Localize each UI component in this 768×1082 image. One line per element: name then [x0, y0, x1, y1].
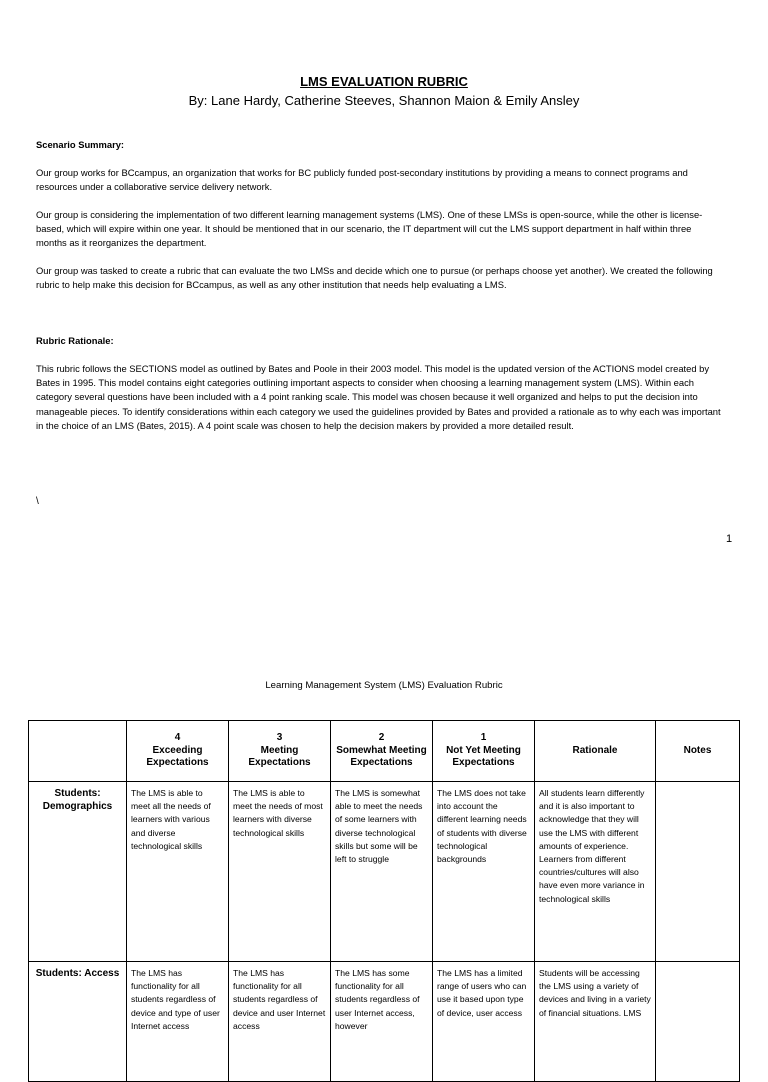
- header-level-4-number: 4: [174, 731, 181, 743]
- cell-level-2: The LMS is somewhat able to meet the needs of some learners with diverse technological skills but some will be left to struggle: [331, 782, 433, 962]
- header-level-4: [127, 721, 229, 782]
- cell-level-3: The LMS has functionality for all students regardless of device and user Internet access: [229, 962, 331, 1082]
- scenario-heading: Scenario Summary:: [36, 139, 125, 150]
- scenario-paragraph-3: Our group was tasked to create a rubric that can evaluate the two LMSs and decide which one to pursue (or perhaps choose yet another). We created the following rubric to help make this decision for BCcampus, as well as any other institution that needs help evaluating a LMS.: [36, 265, 713, 291]
- cell-rationale: All students learn differently and it is also important to acknowledge that they will use the LMS with different amounts of experience. Learners from different countries/cultures will also have even more variance in technological skills: [535, 782, 656, 962]
- header-level-1: [433, 721, 535, 782]
- header-level-1-label: Not Yet Meeting Expectations: [446, 744, 521, 769]
- cell-level-1: The LMS does not take into account the different learning needs of students with diverse technological backgrounds: [433, 782, 535, 962]
- row-category: Students: Demographics: [29, 782, 127, 962]
- header-level-3-label: Meeting Expectations: [248, 744, 311, 769]
- header-level-3: [229, 721, 331, 782]
- header-level-4-label: Exceeding Expectations: [146, 744, 209, 769]
- stray-backslash: \: [36, 496, 39, 507]
- cell-level-1: The LMS has a limited range of users who can use it based upon type of device, user access: [433, 962, 535, 1082]
- rationale-heading: Rubric Rationale:: [36, 335, 114, 346]
- cell-level-2: The LMS has some functionality for all students regardless of user Internet access, however: [331, 962, 433, 1082]
- row-category: Students: Access: [29, 962, 127, 1082]
- cell-notes: [656, 782, 740, 962]
- header-level-2: [331, 721, 433, 782]
- scenario-paragraph-2: Our group is considering the implementation of two different learning management systems (LMS). One of these LMSs is open-source, while the other is license-based, which will expire within one year. It should be mentioned that in our scenario, the IT department will cut the LMS support department in half within three months as it reorganizes the department.: [36, 209, 703, 249]
- cell-level-4: The LMS is able to meet all the needs of learners with various and diverse technological skills: [127, 782, 229, 962]
- table-row: [29, 782, 740, 962]
- cell-notes: [656, 962, 740, 1082]
- header-level-2-number: 2: [378, 731, 385, 743]
- header-level-3-number: 3: [276, 731, 283, 743]
- document-title: LMS EVALUATION RUBRIC: [300, 74, 468, 89]
- header-rationale: Rationale: [535, 721, 656, 782]
- header-level-1-number: 1: [480, 731, 487, 743]
- table-caption: Learning Management System (LMS) Evaluation Rubric: [265, 680, 503, 691]
- scenario-paragraph-1: Our group works for BCcampus, an organization that works for BC publicly funded post-secondary institutions by providing a means to connect programs and resources under a collaborative service delivery network.: [36, 167, 688, 193]
- cell-level-4: The LMS has functionality for all students regardless of device and type of user Internet access: [127, 962, 229, 1082]
- rationale-paragraph: This rubric follows the SECTIONS model as outlined by Bates and Poole in their 2003 model. This model is the updated version of the ACTIONS model created by Bates in 1995. This model contains eight categories outlining important aspects to consider when choosing a learning management system (LMS). Within each category several questions have been included with a 4 point ranking scale. This model was chosen because it well organized and helps to put the decision into manageable pieces. To identify considerations within each category we used the guidelines provided by Bates and provided a rationale as to why each was important in the choice of an LMS (Bates, 2015). A 4 point scale was chosen to help the decision makers by provided a more detailed result.: [36, 363, 721, 431]
- rubric-table: [28, 720, 740, 1082]
- header-notes: Notes: [656, 721, 740, 782]
- table-row: [29, 962, 740, 1082]
- header-cell-blank: [29, 721, 127, 782]
- header-level-2-label: Somewhat Meeting Expectations: [336, 744, 427, 769]
- document-authors: By: Lane Hardy, Catherine Steeves, Shannon Maion & Emily Ansley: [188, 93, 580, 108]
- page-number: 1: [726, 533, 733, 545]
- table-header-row: [29, 721, 740, 782]
- cell-rationale: Students will be accessing the LMS using a variety of devices and living in a variety of financial situations. LMS: [535, 962, 656, 1082]
- cell-level-3: The LMS is able to meet the needs of most learners with diverse technological skills: [229, 782, 331, 962]
